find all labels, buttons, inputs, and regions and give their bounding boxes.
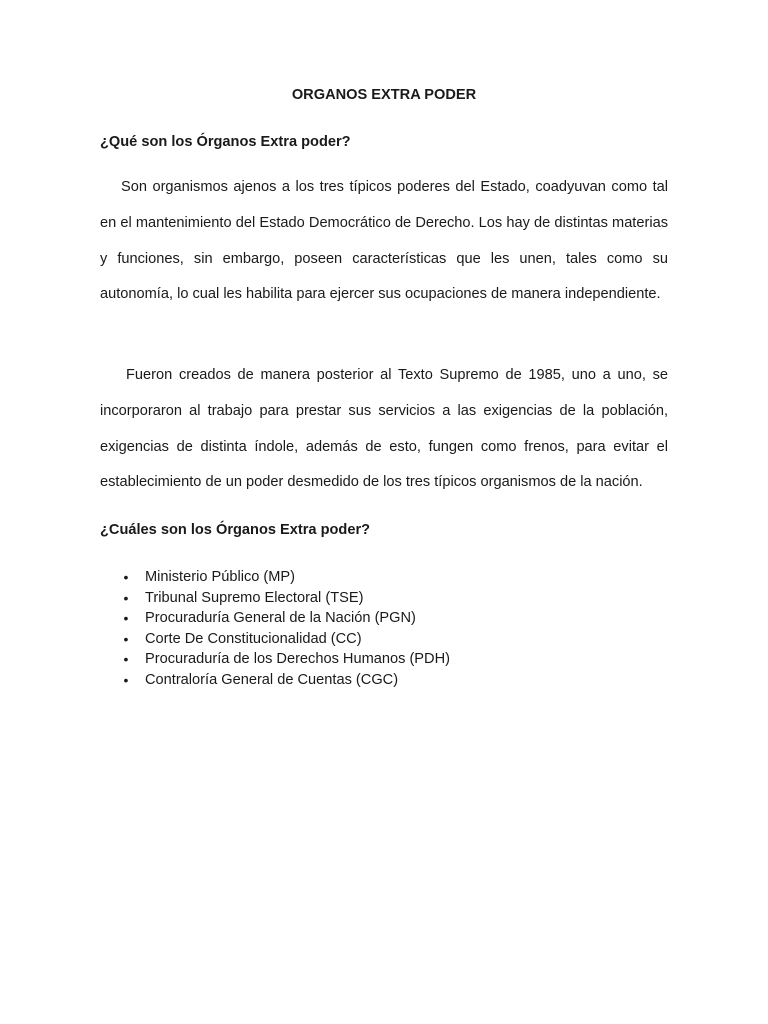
list-item <box>100 588 450 609</box>
list-item-label: Corte De Constitucionalidad (CC) <box>145 630 362 647</box>
bullet-icon: • <box>123 651 129 667</box>
list-item <box>100 670 450 691</box>
bullet-icon: • <box>123 569 129 585</box>
bullet-icon: • <box>123 630 129 647</box>
organs-list <box>100 567 450 690</box>
section-heading-which-are: ¿Cuáles son los Órganos Extra poder? <box>100 522 371 538</box>
bullet-icon: • <box>123 671 129 688</box>
list-item-label: Procuraduría de los Derechos Humanos (PDH) <box>145 651 450 667</box>
list-item-label: Procuraduría General de la Nación (PGN) <box>145 610 416 626</box>
list-item-label: Tribunal Supremo Electoral (TSE) <box>145 589 364 606</box>
list-item <box>100 608 450 629</box>
section-heading-what-are: ¿Qué son los Órganos Extra poder? <box>100 134 351 150</box>
paragraph-history: Fueron creados de manera posterior al Texto Supremo de 1985, uno a uno, se incorporaron al trabajo para prestar sus servicios a las exigencias de la población, exigencias de distinta índole, además de esto, fungen como frenos, para evitar el establecimiento de un poder desmedido de los tres típicos organismos de la nación. <box>100 367 668 491</box>
bullet-icon: • <box>123 610 129 626</box>
document-title: ORGANOS EXTRA PODER <box>291 87 477 103</box>
list-item-label: Ministerio Público (MP) <box>145 569 296 585</box>
list-item <box>100 649 450 670</box>
list-item-label: Contraloría General de Cuentas (CGC) <box>145 671 399 688</box>
paragraph-definition: Son organismos ajenos a los tres típicos poderes del Estado, coadyuvan como tal en el mantenimiento del Estado Democrático de Derecho. Los hay de distintas materias y funciones, sin embargo, poseen características que les unen, tales como su autonomía, lo cual les habilita para ejercer sus ocupaciones de manera independiente. <box>100 179 668 303</box>
list-item <box>100 629 450 650</box>
list-item <box>100 567 450 588</box>
bullet-icon: • <box>123 589 129 606</box>
